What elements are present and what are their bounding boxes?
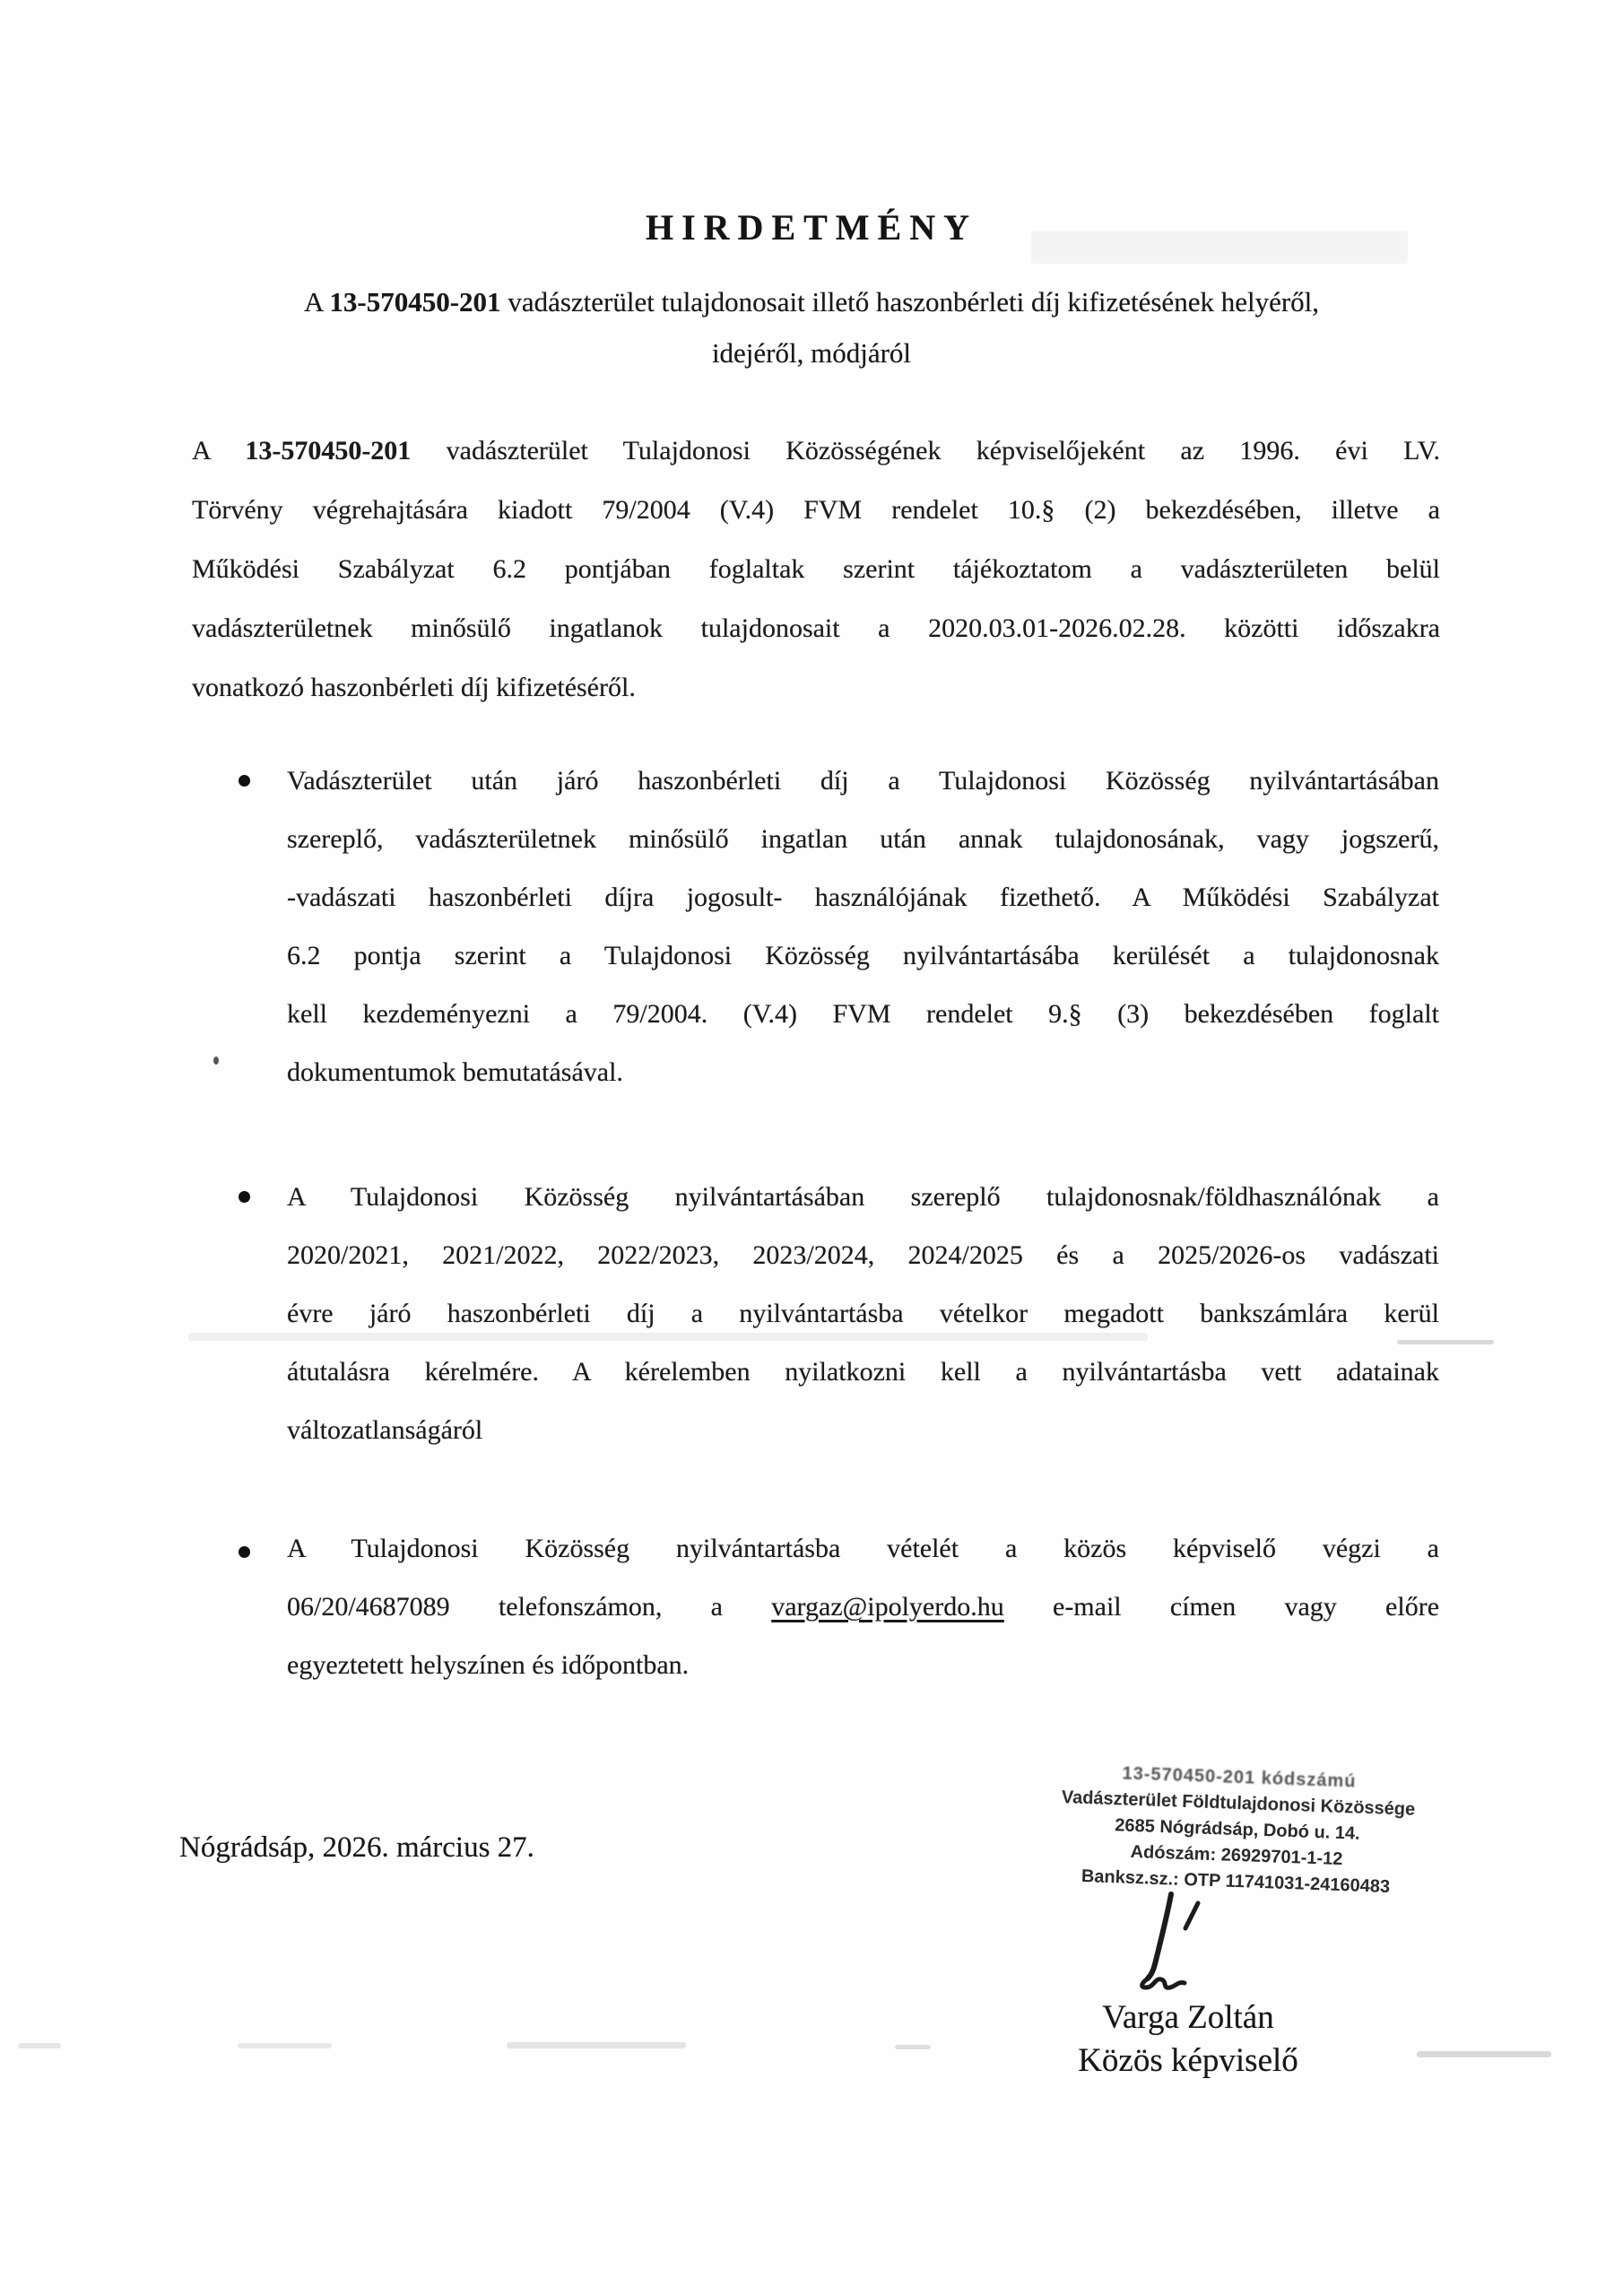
text-segment: 06/20/4687089 telefonszámon, a <box>287 1592 772 1622</box>
stamp-line: 2685 Nógrádsáp, Dobó u. 14. <box>1114 1815 1361 1844</box>
text-line <box>287 810 1439 868</box>
text-line <box>152 327 1471 378</box>
text-segment: átutalásra kérelmére. A kérelemben nyilatkozni kell a nyilvántartásba vett adatainak <box>287 1357 1439 1387</box>
text-line <box>192 540 1440 599</box>
text-line <box>287 1636 1439 1694</box>
text-segment: e-mail címen vagy előre <box>1003 1592 1440 1622</box>
text-segment: szereplő, vadászterületnek minősülő ingatlan után annak tulajdonosának, vagy jogszerű, <box>287 824 1439 854</box>
text-line <box>152 276 1471 327</box>
text-line <box>287 752 1439 810</box>
text-segment: vonatkozó haszonbérleti díj kifizetéséről. <box>192 673 636 702</box>
page-title: HIRDETMÉNY <box>645 207 978 248</box>
text-line <box>287 985 1439 1043</box>
stamp-line: Vadászterület Földtulajdonosi Közössége <box>1061 1787 1416 1820</box>
scan-artifact <box>18 2043 61 2048</box>
scan-artifact <box>507 2042 686 2048</box>
document-subtitle <box>152 276 1471 378</box>
bullet-item-registration-contact <box>287 1519 1439 1694</box>
bullet-marker <box>239 775 250 787</box>
date-place-line: Nógrádsáp, 2026. március 27. <box>179 1831 534 1864</box>
signatory-name: Varga Zoltán <box>1102 1999 1274 2036</box>
text-segment: Működési Szabályzat 6.2 pontjában foglaltak szerint tájékoztatom a vadászterületen belül <box>192 554 1440 584</box>
text-segment: A <box>303 286 330 317</box>
stamp-line: 13-570450-201 kódszámú <box>1122 1763 1357 1792</box>
text-segment: vadászterület Tulajdonosi Közösségének képviselőjeként az 1996. évi LV. <box>411 436 1440 465</box>
text-segment: 13-570450-201 <box>245 436 412 465</box>
text-line <box>287 1043 1439 1101</box>
text-line <box>287 868 1439 926</box>
text-line <box>192 599 1440 658</box>
signatory-role: Közös képviselő <box>1078 2042 1298 2079</box>
text-line <box>287 926 1439 985</box>
bullet-item-transfer-years <box>287 1168 1439 1459</box>
bullet-item-payment-rules <box>287 752 1439 1101</box>
text-segment: Vadászterület után járó haszonbérleti díj a Tulajdonosi Közösség nyilvántartásában <box>287 766 1439 796</box>
text-line <box>287 1578 1439 1636</box>
text-segment: -vadászati haszonbérleti díjra jogosult- használójának fizethető. A Működési Szabályzat <box>287 883 1439 912</box>
text-line <box>287 1343 1439 1401</box>
text-segment: egyeztetett helyszínen és időpontban. <box>287 1650 690 1680</box>
text-segment: évre járó haszonbérleti díj a nyilvántartásba vételkor megadott bankszámlára kerül <box>287 1299 1439 1328</box>
text-line <box>287 1519 1439 1578</box>
text-segment: dokumentumok bemutatásával. <box>287 1057 623 1087</box>
text-line <box>287 1168 1439 1226</box>
text-segment: változatlanságáról <box>287 1415 483 1445</box>
scan-artifact <box>1397 1340 1494 1344</box>
scan-artifact <box>213 1057 219 1065</box>
scan-artifact <box>188 1333 1148 1341</box>
text-segment: vadászterületnek minősülő ingatlanok tulajdonosait a 2020.03.01-2026.02.28. közötti időszakra <box>192 613 1440 643</box>
text-segment: kell kezdeményezni a 79/2004. (V.4) FVM rendelet 9.§ (3) bekezdésében foglalt <box>287 999 1439 1029</box>
text-segment: A Tulajdonosi Közösség nyilvántartásba vételét a közös képviselő végzi a <box>287 1534 1439 1563</box>
signature-icon <box>1112 1891 1228 2003</box>
signature-scribble <box>1112 1891 1228 2003</box>
stamp-line: Banksz.sz.: OTP 11741031-24160483 <box>1081 1866 1391 1897</box>
email-text: vargaz@ipolyerdo.hu <box>771 1592 1004 1622</box>
scan-artifact <box>1417 2051 1551 2057</box>
text-segment: A Tulajdonosi Közösség nyilvántartásában szereplő tulajdonosnak/földhasználónak a <box>287 1182 1439 1212</box>
text-line <box>192 422 1440 481</box>
text-segment: 6.2 pontja szerint a Tulajdonosi Közösség nyilvántartásába kerülését a tulajdonosnak <box>287 941 1439 970</box>
text-line <box>192 658 1440 718</box>
text-line <box>192 481 1440 540</box>
stamp-line: Adószám: 26929701-1-12 <box>1130 1841 1343 1870</box>
text-line <box>287 1401 1439 1459</box>
scan-artifact <box>1031 231 1408 264</box>
text-segment: idejéről, módjáról <box>711 337 912 369</box>
scan-artifact <box>238 2043 332 2048</box>
text-segment: vadászterület tulajdonosait illető haszonbérleti díj kifizetésének helyéről, <box>500 286 1320 317</box>
bullet-marker <box>239 1191 250 1203</box>
text-line <box>287 1226 1439 1284</box>
text-segment: A <box>192 436 246 465</box>
scan-artifact <box>895 2045 931 2049</box>
intro-paragraph <box>192 422 1440 718</box>
org-stamp <box>998 1757 1478 1903</box>
bullet-marker <box>239 1546 250 1558</box>
text-segment: 2020/2021, 2021/2022, 2022/2023, 2023/2024, 2024/2025 és a 2025/2026-os vadászati <box>287 1240 1439 1270</box>
text-segment: 13-570450-201 <box>329 286 501 317</box>
text-segment: Törvény végrehajtására kiadott 79/2004 (V.4) FVM rendelet 10.§ (2) bekezdésében, illetve a <box>192 495 1440 525</box>
